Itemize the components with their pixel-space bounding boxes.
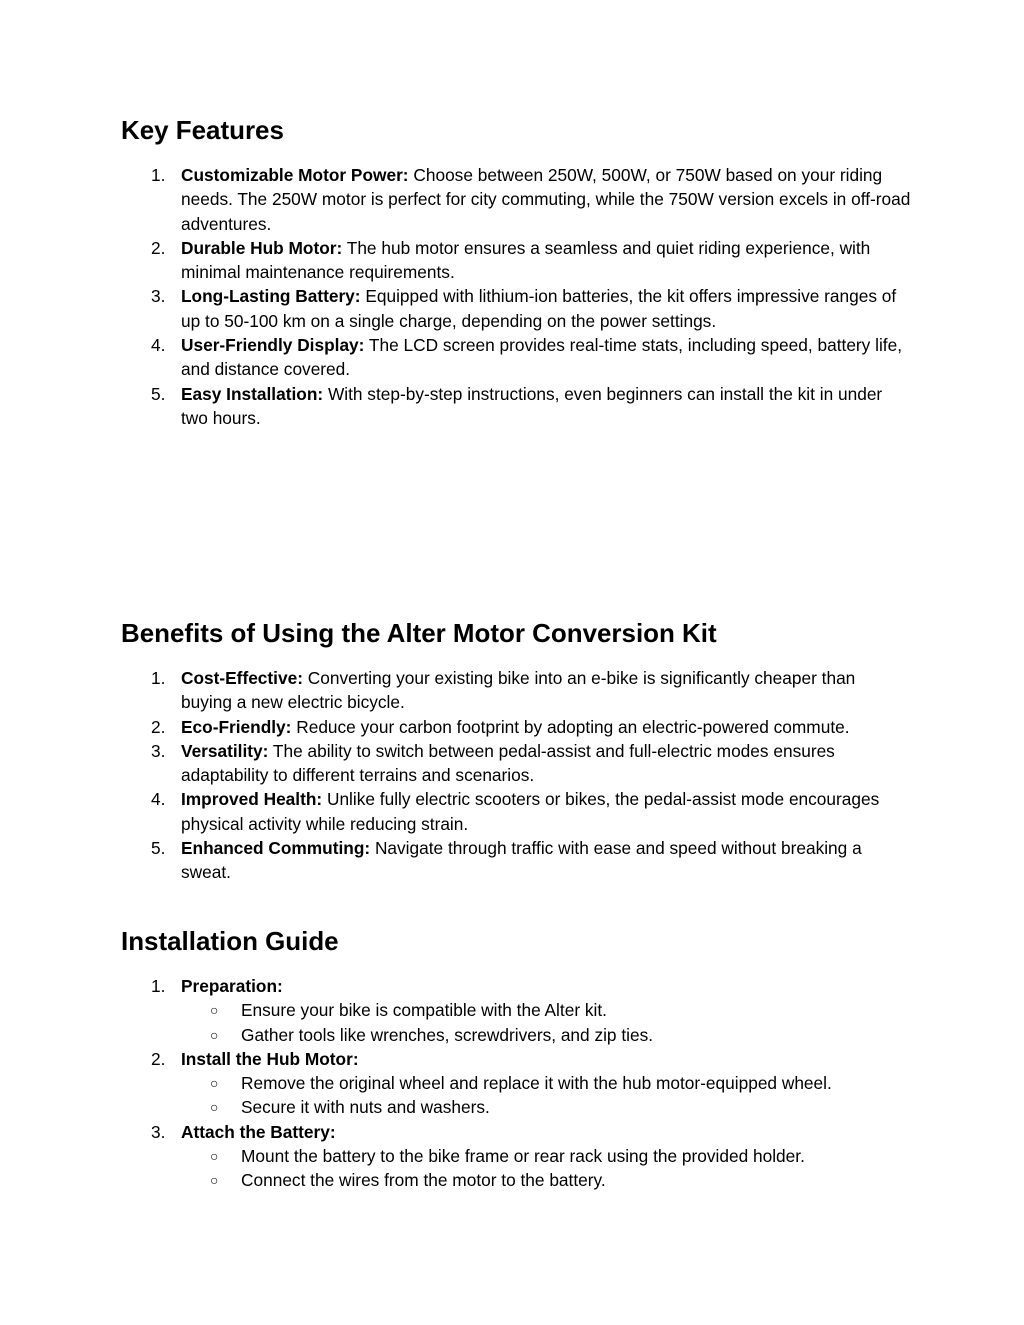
- list-number: 2.: [151, 237, 166, 258]
- item-term: User-Friendly Display:: [181, 335, 365, 356]
- list-number: 1.: [151, 976, 166, 996]
- list-item: [121, 974, 911, 1047]
- item-term: Durable Hub Motor:: [181, 237, 343, 258]
- numbered-list: [121, 974, 911, 1193]
- list-item: [121, 1120, 911, 1193]
- sub-item-text: Mount the battery to the bike frame or rear rack using the provided holder.: [241, 1146, 805, 1167]
- list-item: [121, 284, 911, 333]
- item-term: Long-Lasting Battery:: [181, 286, 361, 307]
- sub-item-text: Remove the original wheel and replace it with the hub motor-equipped wheel.: [241, 1073, 832, 1094]
- list-item: [121, 1047, 911, 1120]
- section-installation-guide: [121, 930, 911, 1193]
- item-text: With step-by-step instructions, even beginners can install the kit in under two hours.: [181, 383, 883, 428]
- list-number: 3.: [151, 286, 166, 307]
- section-heading: Installation Guide: [121, 928, 339, 956]
- section-benefits: [121, 622, 911, 885]
- list-number: 5.: [151, 838, 166, 859]
- section-key-features: [121, 119, 911, 430]
- list-item: [121, 236, 911, 285]
- item-text: The LCD screen provides real-time stats, including speed, battery life, and distance covered.: [181, 335, 903, 380]
- list-number: 4.: [151, 335, 166, 356]
- sub-list: [181, 1144, 911, 1193]
- item-text: Choose between 250W, 500W, or 750W based on your riding needs. The 250W motor is perfect for city commuting, while the 750W version excels in off-road adventures.: [181, 165, 911, 234]
- sub-list-item: [181, 1095, 911, 1119]
- item-text: Unlike fully electric scooters or bikes, the pedal-assist mode encourages physical activity while reducing strain.: [181, 789, 880, 834]
- sub-item-text: Secure it with nuts and washers.: [241, 1097, 490, 1118]
- list-item: [121, 163, 911, 236]
- list-number: 1.: [151, 165, 166, 185]
- list-number: 2.: [151, 1048, 166, 1069]
- sub-list-item: [181, 1023, 911, 1047]
- list-number: 1.: [151, 668, 166, 688]
- item-term: Install the Hub Motor:: [181, 1048, 359, 1069]
- section-heading: Benefits of Using the Alter Motor Conversion Kit: [121, 620, 717, 648]
- list-number: 5.: [151, 383, 166, 404]
- list-item: [121, 739, 911, 788]
- sub-list: [181, 998, 911, 1047]
- list-number: 4.: [151, 789, 166, 810]
- item-term: Improved Health:: [181, 789, 323, 810]
- list-number: 2.: [151, 716, 166, 737]
- sub-item-text: Connect the wires from the motor to the battery.: [241, 1170, 606, 1191]
- list-item: [121, 666, 911, 715]
- sub-list-item: [181, 1144, 911, 1168]
- list-number: 3.: [151, 740, 166, 761]
- circle-bullet-icon: ○: [210, 1148, 219, 1165]
- item-term: Eco-Friendly:: [181, 716, 292, 737]
- item-text: Navigate through traffic with ease and speed without breaking a sweat.: [181, 838, 862, 883]
- numbered-list: [121, 666, 911, 885]
- item-text: Equipped with lithium-ion batteries, the kit offers impressive ranges of up to 50-100 km on a single charge, depending on the power settings.: [181, 286, 897, 331]
- list-item: [121, 382, 911, 431]
- list-number: 3.: [151, 1121, 166, 1142]
- item-term: Versatility:: [181, 740, 269, 761]
- sub-list-item: [181, 1168, 911, 1192]
- list-item: [121, 836, 911, 885]
- circle-bullet-icon: ○: [210, 1075, 219, 1092]
- item-text: Converting your existing bike into an e-bike is significantly cheaper than buying a new electric bicycle.: [181, 668, 856, 713]
- sub-item-text: Gather tools like wrenches, screwdrivers, and zip ties.: [241, 1024, 654, 1045]
- item-term: Easy Installation:: [181, 383, 324, 404]
- item-term: Cost-Effective:: [181, 668, 303, 688]
- item-text: Reduce your carbon footprint by adopting an electric-powered commute.: [291, 716, 850, 737]
- sub-item-text: Ensure your bike is compatible with the Alter kit.: [241, 1000, 607, 1021]
- sub-list: [181, 1071, 911, 1120]
- sub-list-item: [181, 998, 911, 1022]
- list-item: [121, 787, 911, 836]
- list-item: [121, 333, 911, 382]
- numbered-list: [121, 163, 911, 430]
- item-term: Attach the Battery:: [181, 1121, 336, 1142]
- item-text: The hub motor ensures a seamless and quiet riding experience, with minimal maintenance requirements.: [181, 237, 871, 283]
- circle-bullet-icon: ○: [210, 1172, 219, 1189]
- item-text: The ability to switch between pedal-assist and full-electric modes ensures adaptability to different terrains and scenarios.: [181, 740, 835, 786]
- circle-bullet-icon: ○: [210, 1099, 219, 1116]
- item-term: Customizable Motor Power:: [181, 165, 409, 185]
- circle-bullet-icon: ○: [210, 1026, 219, 1043]
- section-heading: Key Features: [121, 117, 284, 145]
- item-term: Enhanced Commuting:: [181, 838, 371, 859]
- item-term: Preparation:: [181, 976, 283, 996]
- list-item: [121, 715, 911, 739]
- circle-bullet-icon: ○: [210, 1002, 219, 1019]
- sub-list-item: [181, 1071, 911, 1095]
